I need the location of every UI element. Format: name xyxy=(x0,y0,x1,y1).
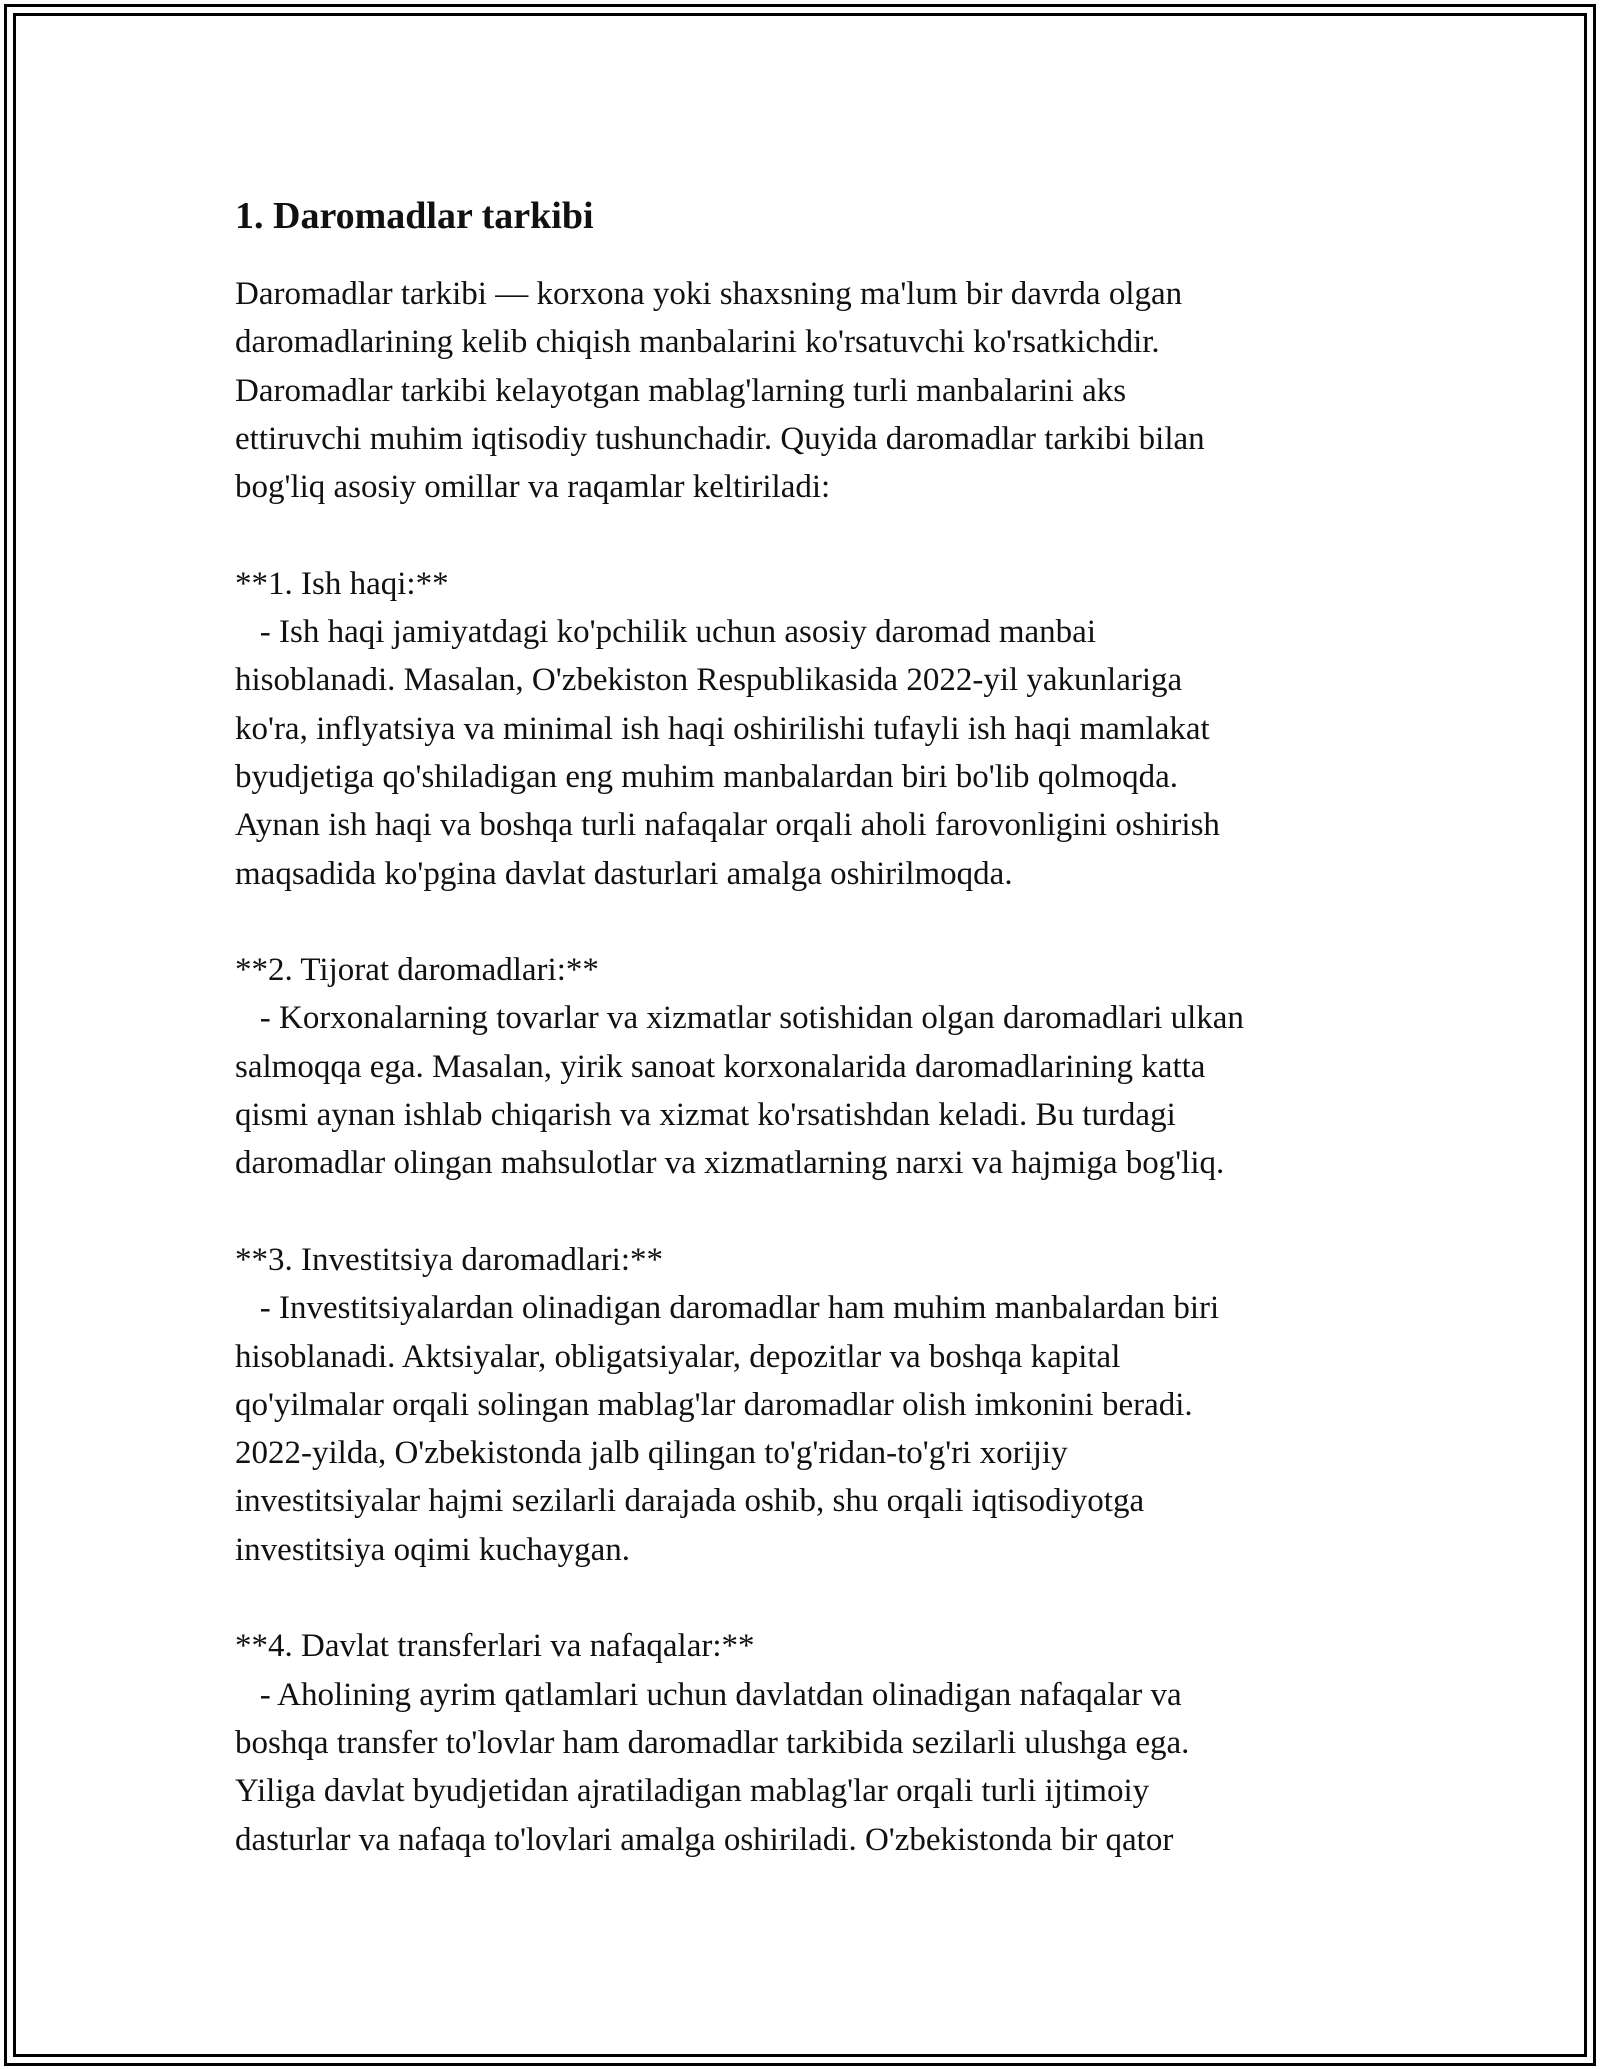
section-line: boshqa transfer to'lovlar ham daromadlar tarkibida sezilarli ulushga ega. xyxy=(235,1724,1190,1761)
section-heading: 1. Daromadlar tarkibi xyxy=(235,195,594,237)
paragraph-gap xyxy=(235,511,1385,559)
section-title: **3. Investitsiya daromadlari:** xyxy=(235,1241,663,1278)
section-line: salmoqqa ega. Masalan, yirik sanoat korxonalarida daromadlarining katta xyxy=(235,1048,1206,1085)
document-body xyxy=(235,188,1385,1864)
section-line: qo'yilmalar orqali solingan mablag'lar daromadlar olish imkonini beradi. xyxy=(235,1386,1193,1423)
paragraph-gap xyxy=(235,1188,1385,1236)
section-line: ko'ra, inflyatsiya va minimal ish haqi oshirilishi tufayli ish haqi mamlakat xyxy=(235,710,1210,747)
section-line: maqsadida ko'pgina davlat dasturlari amalga oshirilmoqda. xyxy=(235,855,1013,892)
intro-line: ettiruvchi muhim iqtisodiy tushunchadir. Quyida daromadlar tarkibi bilan xyxy=(235,420,1205,457)
section-investment-income xyxy=(235,1236,1385,1574)
section-line: dasturlar va nafaqa to'lovlari amalga oshiriladi. O'zbekistonda bir qator xyxy=(235,1821,1174,1858)
section-line: Aynan ish haqi va boshqa turli nafaqalar orqali aholi farovonligini oshirish xyxy=(235,807,1220,844)
section-line: byudjetiga qo'shiladigan eng muhim manbalardan biri bo'lib qolmoqda. xyxy=(235,758,1179,795)
section-line: - Aholining ayrim qatlamlari uchun davlatdan olinadigan nafaqalar va xyxy=(235,1676,1182,1713)
section-line: 2022-yilda, O'zbekistonda jalb qilingan to'g'ridan-to'g'ri xorijiy xyxy=(235,1435,1068,1472)
section-line: hisoblanadi. Masalan, O'zbekiston Respublikasida 2022-yil yakunlariga xyxy=(235,662,1183,699)
section-commercial-income xyxy=(235,946,1385,1187)
section-line: - Investitsiyalardan olinadigan daromadlar ham muhim manbalardan biri xyxy=(235,1290,1220,1327)
paragraph-gap xyxy=(235,1574,1385,1622)
section-line: Yiliga davlat byudjetidan ajratiladigan mablag'lar orqali turli ijtimoiy xyxy=(235,1773,1150,1810)
section-line: investitsiyalar hajmi sezilarli darajada oshib, shu orqali iqtisodiyotga xyxy=(235,1483,1145,1520)
section-title: **1. Ish haqi:** xyxy=(235,565,449,602)
section-title: **4. Davlat transferlari va nafaqalar:** xyxy=(235,1628,755,1665)
section-title: **2. Tijorat daromadlari:** xyxy=(235,952,599,989)
section-line: - Korxonalarning tovarlar va xizmatlar sotishidan olgan daromadlari ulkan xyxy=(235,1000,1244,1037)
intro-line: daromadlarining kelib chiqish manbalarini ko'rsatuvchi ko'rsatkichdir. xyxy=(235,324,1160,361)
intro-paragraph xyxy=(235,270,1385,511)
intro-line: bog'liq asosiy omillar va raqamlar keltiriladi: xyxy=(235,469,831,506)
section-wages xyxy=(235,560,1385,898)
section-line: qismi aynan ishlab chiqarish va xizmat ko'rsatishdan keladi. Bu turdagi xyxy=(235,1097,1176,1134)
intro-line: Daromadlar tarkibi — korxona yoki shaxsning ma'lum bir davrda olgan xyxy=(235,276,1183,312)
paragraph-gap xyxy=(235,898,1385,946)
section-line: - Ish haqi jamiyatdagi ko'pchilik uchun asosiy daromad manbai xyxy=(235,614,1096,651)
section-line: investitsiya oqimi kuchaygan. xyxy=(235,1531,631,1568)
intro-line: Daromadlar tarkibi kelayotgan mablag'larning turli manbalarini aks xyxy=(235,372,1127,409)
section-line: daromadlar olingan mahsulotlar va xizmatlarning narxi va hajmiga bog'liq. xyxy=(235,1145,1225,1182)
section-state-transfers xyxy=(235,1622,1385,1863)
section-line: hisoblanadi. Aktsiyalar, obligatsiyalar, depozitlar va boshqa kapital xyxy=(235,1338,1121,1375)
